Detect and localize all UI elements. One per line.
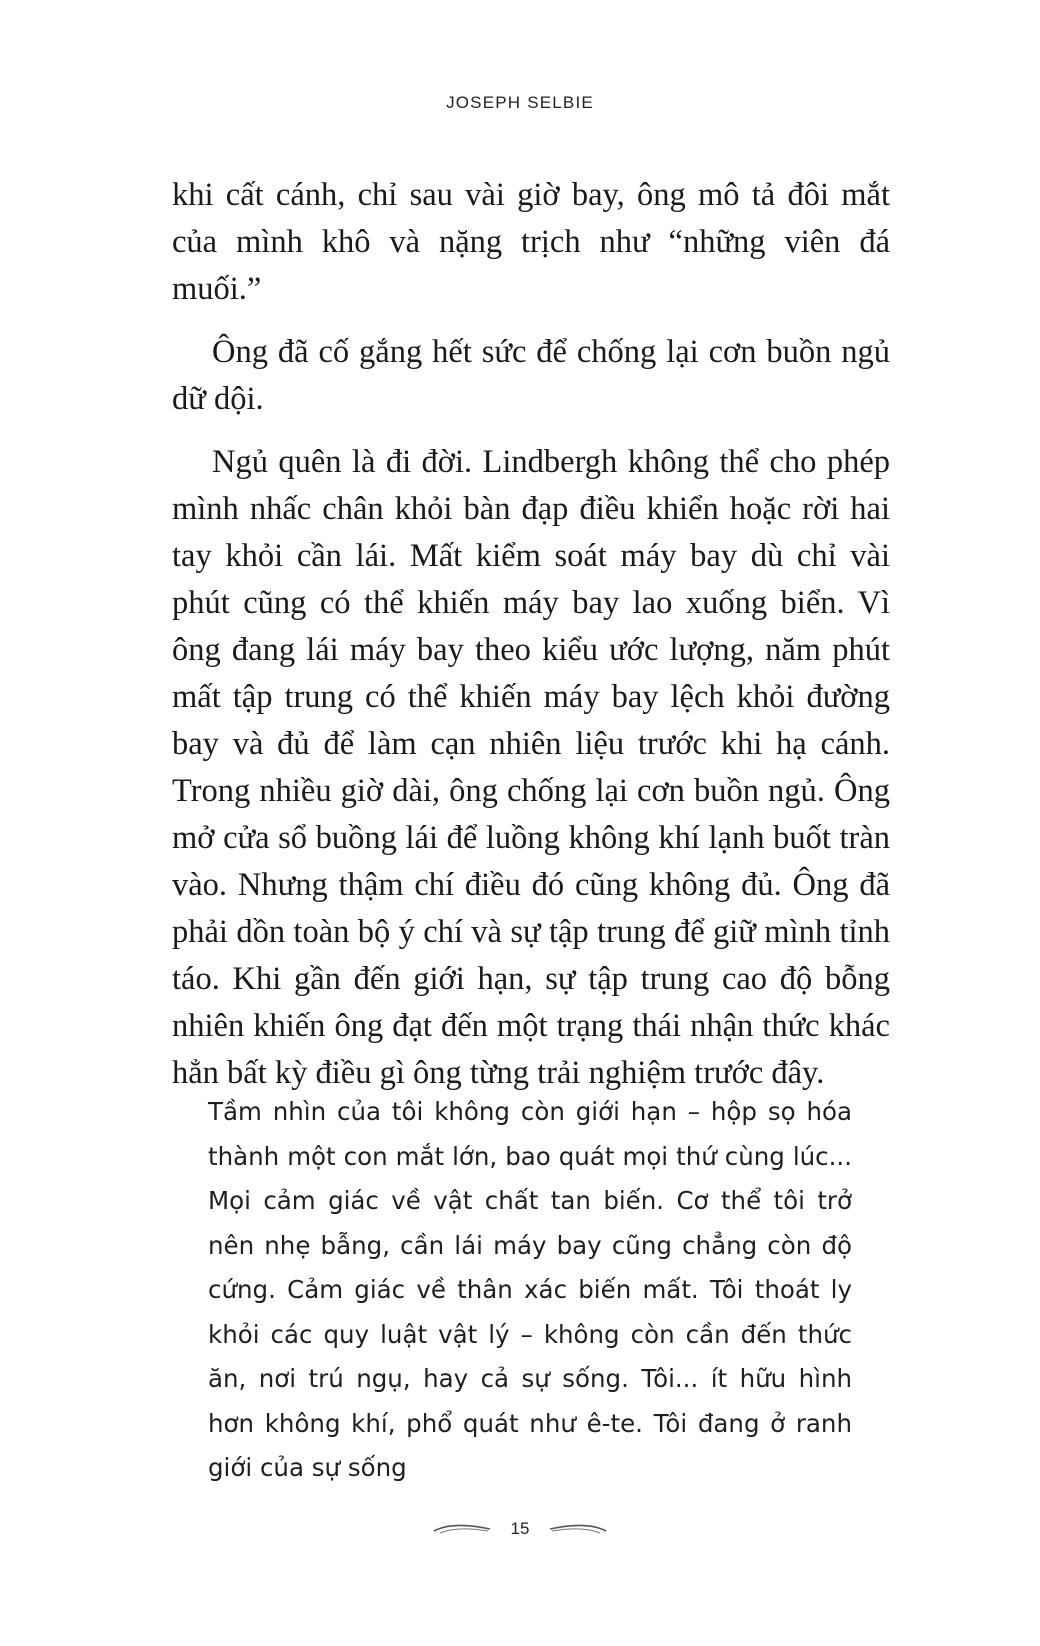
swoosh-right-icon	[548, 1522, 608, 1536]
page-number: 15	[510, 1518, 530, 1538]
paragraph-continuation: khi cất cánh, chỉ sau vài giờ bay, ông mô tả đôi mắt của mình khô và nặng trịch như “những viên đá muối.”	[172, 177, 890, 307]
running-header-author: JOSEPH SELBIE	[446, 93, 594, 112]
page-footer	[0, 1518, 1040, 1539]
paragraph: Ông đã cố gắng hết sức để chống lại cơn buồn ngủ dữ dội.	[172, 334, 890, 417]
swoosh-left-icon	[432, 1522, 492, 1536]
main-text	[172, 172, 890, 1113]
block-quote: Tầm nhìn của tôi không còn giới hạn – hộp sọ hóa thành một con mắt lớn, bao quát mọi thứ cùng lúc... Mọi cảm giác về vật chất tan biến. Cơ thể tôi trở nên nhẹ bẫng, cần lái máy bay cũng chẳng còn độ cứng. Cảm giác về thân xác biến mất. Tôi thoát ly khỏi các quy luật vật lý – không còn cần đến thức ăn, nơi trú ngụ, hay cả sự sống. Tôi... ít hữu hình hơn không khí, phổ quát như ê-te. Tôi đang ở ranh giới của sự sống	[208, 1097, 852, 1482]
paragraph: Ngủ quên là đi đời. Lindbergh không thể cho phép mình nhấc chân khỏi bàn đạp điều khiển hoặc rời hai tay khỏi cần lái. Mất kiểm soát máy bay dù chỉ vài phút cũng có thể khiến máy bay lao xuống biển. Vì ông đang lái máy bay theo kiểu ước lượng, năm phút mất tập trung có thể khiến máy bay lệch khỏi đường bay và đủ để làm cạn nhiên liệu trước khi hạ cánh. Trong nhiều giờ dài, ông chống lại cơn buồn ngủ. Ông mở cửa sổ buồng lái để luồng không khí lạnh buốt tràn vào. Nhưng thậm chí điều đó cũng không đủ. Ông đã phải dồn toàn bộ ý chí và sự tập trung để giữ mình tỉnh táo. Khi gần đến giới hạn, sự tập trung cao độ bỗng nhiên khiến ông đạt đến một trạng thái nhận thức khác hẳn bất kỳ điều gì ông từng trải nghiệm trước đây.	[172, 444, 890, 1091]
